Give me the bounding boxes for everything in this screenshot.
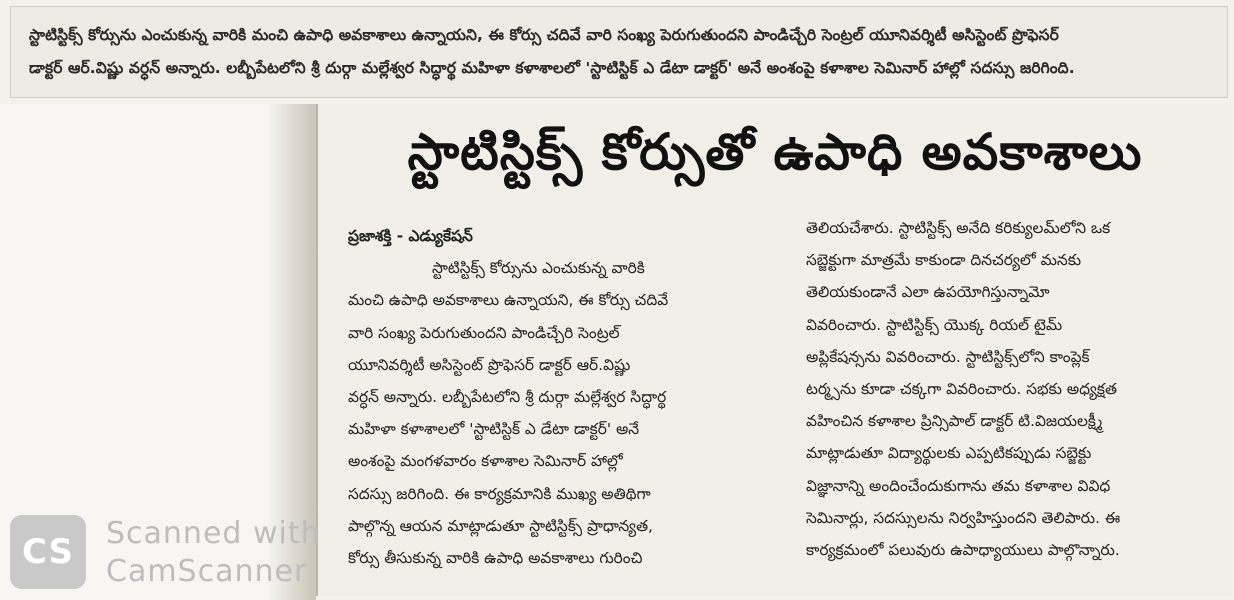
article-right-column [806,212,1228,566]
article-line: మాట్లాడుతూ విద్యార్థులకు ఎప్పటికప్పుడు సబ్జెక్టు [806,444,1092,463]
article-byline: ప్రజాశక్తి - ఎడ్యుకేషన్ [348,227,473,245]
article-line: వివరించారు. స్టాటిస్టిక్స్ యొక్క రియల్ టైమ్ [806,315,1063,334]
article-line: స్టాటిస్టిక్స్ కోర్సును ఎంచుకున్న వారికి [432,259,645,278]
article-line: కోర్సు తీసుకున్న వారికి ఉపాధి అవకాశాలు గురించి [348,549,643,568]
article-line: తెలియకుండానే ఎలా ఉపయోగిస్తున్నామో [806,283,1050,302]
article-left-column [348,220,770,574]
article-line: సదస్సు జరిగింది. ఈ కార్యక్రమానికి ముఖ్య అతిథిగా [348,484,651,503]
top-summary-line-1: స్టాటిస్టిక్స్ కోర్సును ఎంచుకున్న వారికి మంచి ఉపాధి అవకాశాలు ఉన్నాయని, ఈ కోర్సు చదివే వారి సంఖ్య పెరుగుతుందని పాండిచ్చేరి సెంట్రల్ యూనివర్శిటీ అసిస్టెంట్ ప్రొఫెసర్ [29,26,1059,44]
article-line: మంచి ఉపాధి అవకాశాలు ఉన్నాయని, ఈ కోర్సు చదివే [348,291,669,310]
camscanner-logo-text: CS [21,532,75,572]
article-line: అప్లికేషన్సను వివరించారు. స్టాటిస్టిక్స్‌లోని కాంప్లెక్ [806,347,1090,366]
newspaper-clipping [316,104,1232,596]
article-line: మహిళా కళాశాలలో 'స్టాటిస్టిక్ ఎ డేటా డాక్టర్' అనే [348,420,640,439]
top-summary-text [29,19,1215,85]
article-line: యూనివర్శిటీ అసిస్టెంట్ ప్రొఫెసర్ డాక్టర్ ఆర్.విష్ణు [348,355,631,374]
camscanner-logo [10,515,86,589]
article-line: టర్మ్సను కూడా చక్కగా వివరించారు. సభకు అధ్యక్షత [806,380,1117,399]
top-summary-line-2: డాక్టర్ ఆర్.విష్ణు వర్ధన్ అన్నారు. లబ్బీపేటలోని శ్రీ దుర్గా మల్లేశ్వర సిద్ధార్థ మహిళా కళాశాలలో 'స్టాటిస్టిక్ ఎ డేటా డాక్టర్' అనే అంశంపై కళాశాల సెమినార్ హాల్లో సదస్సు జరిగింది. [29,59,1075,77]
article-line: విజ్ఞానాన్ని అందించేందుకుగాను తమ కళాశాల వివిధ [806,476,1111,495]
article-line: కార్యక్రమంలో పలువురు ఉపాధ్యాయులు పాల్గొన్నారు. [806,541,1120,560]
article-line: సెమినార్లు, సదస్సులను నిర్వహిస్తుందని తెలిపారు. ఈ [806,508,1121,527]
article-line: పాల్గొన్న ఆయన మాట్లాడుతూ స్టాటిస్టిక్స్ ప్రాధాన్యత, [348,516,653,535]
watermark-line-1: Scanned with [106,516,321,551]
camscanner-watermark [106,515,321,591]
article-line: వర్ధన్ అన్నారు. లబ్బీపేటలోని శ్రీ దుర్గా మల్లేశ్వర సిద్ధార్థ [348,388,667,407]
article-line: సబ్జెక్టుగా మాత్రమే కాకుండా దినచర్యలో మనకు [806,251,1082,270]
top-summary-strip [10,6,1228,98]
article-line: అంశంపై మంగళవారం కళాశాల సెమినార్ హాల్లో [348,452,623,471]
watermark-line-2: CamScanner [106,554,308,589]
article-line: వారి సంఖ్య పెరుగుతుందని పాండిచ్చేరి సెంట్రల్ [348,323,620,342]
article-headline: స్టాటిస్టిక్స్ కోర్సుతో ఉపాధి అవకాశాలు [407,123,1143,181]
article-line: తెలియచేశారు. స్టాటిస్టిక్స్ అనేది కరిక్యులమ్‌లోని ఒక [806,219,1111,237]
article-line: వహించిన కళాశాల ప్రిన్సిపాల్ డాక్టర్ టి.విజయలక్ష్మీ [806,412,1103,431]
